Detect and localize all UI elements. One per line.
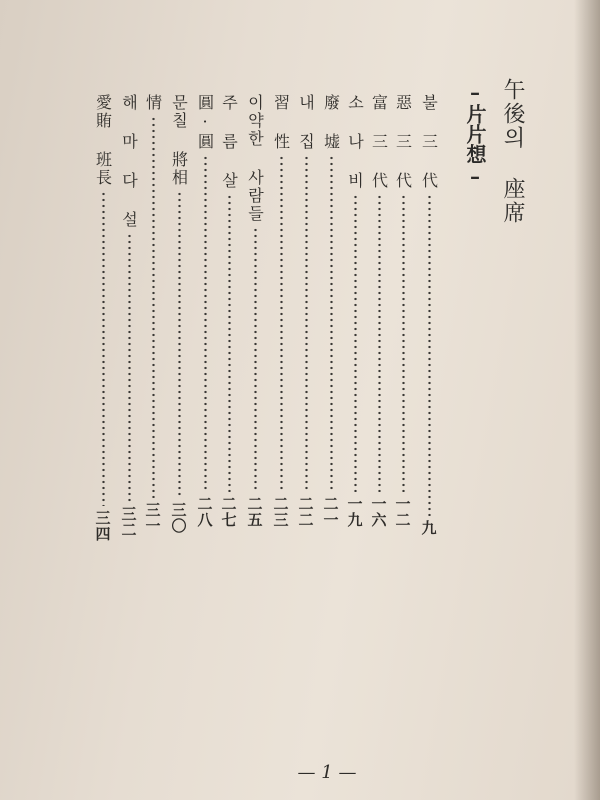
toc-entry-page: 三一	[143, 502, 162, 534]
toc-entry-title: 富 三 代	[369, 94, 389, 190]
toc-entry	[418, 94, 440, 536]
page-shadow	[574, 0, 600, 800]
page-number: — 1 —	[297, 762, 357, 783]
toc-entry-page: 二一	[321, 496, 340, 528]
toc-entry	[368, 94, 390, 528]
dot-leader	[128, 233, 131, 502]
toc-entry-title: 習 性	[271, 94, 291, 151]
toc-entry-page: 二二	[296, 496, 315, 528]
toc-entry-title: 惡 三 代	[393, 94, 413, 190]
toc-entry	[118, 94, 140, 538]
toc-entry	[344, 94, 366, 528]
toc-entry	[218, 94, 240, 528]
toc-entry-title: 내 집	[296, 94, 316, 151]
toc-entry	[392, 94, 414, 528]
dot-leader	[354, 194, 357, 492]
dot-leader	[378, 194, 381, 492]
toc-entry-title: 불 三 代	[419, 94, 439, 190]
toc-entry	[244, 94, 266, 528]
toc-entry-page: 三二	[119, 506, 138, 538]
dot-leader	[428, 194, 431, 516]
toc-entry-page: 一九	[345, 496, 364, 528]
toc-entry-title: 圓·圓	[195, 94, 215, 151]
toc-entry	[92, 94, 114, 542]
toc-entry-page: 二七	[219, 496, 238, 528]
book-title: 午後의 座席	[500, 78, 525, 225]
dot-leader	[305, 155, 308, 492]
dot-leader	[228, 194, 231, 492]
toc-entry	[168, 94, 190, 534]
toc-entry-title: 愛賄 班長	[93, 94, 113, 187]
toc-entry	[320, 94, 342, 528]
dot-leader	[254, 227, 257, 492]
dot-leader	[178, 191, 181, 498]
toc-entry-page: 三四	[93, 510, 112, 542]
toc-entry-page: 二八	[195, 496, 214, 528]
toc-entry-title: 주 름 살	[219, 94, 239, 190]
toc-entry-page: 二五	[245, 496, 264, 528]
dot-leader	[204, 155, 207, 492]
toc-entry-title: 소 나 비	[345, 94, 365, 190]
toc-entry-title: 廢 墟	[321, 94, 341, 151]
section-title: –片片想–	[463, 80, 487, 188]
toc-entry	[270, 94, 292, 528]
toc-entry-page: 一六	[369, 496, 388, 528]
toc-entry-page: 二三	[271, 496, 290, 528]
dot-leader	[152, 116, 155, 498]
dot-leader	[280, 155, 283, 492]
toc-entry-page: 一二	[393, 496, 412, 528]
dot-leader	[402, 194, 405, 492]
toc-entry-title: 문칠 將相	[169, 94, 189, 187]
dot-leader	[330, 155, 333, 492]
toc-entry-page: 三〇	[169, 502, 188, 534]
toc-entry-title: 해 마 다 설	[119, 94, 139, 229]
dot-leader	[102, 191, 105, 506]
toc-entry-title: 이약한 사람들	[245, 94, 265, 223]
toc-entry-page: 九	[419, 520, 438, 536]
toc-entry-title: 情	[143, 94, 163, 112]
toc-entry	[142, 94, 164, 534]
toc-entry	[295, 94, 317, 528]
toc-entry	[194, 94, 216, 528]
